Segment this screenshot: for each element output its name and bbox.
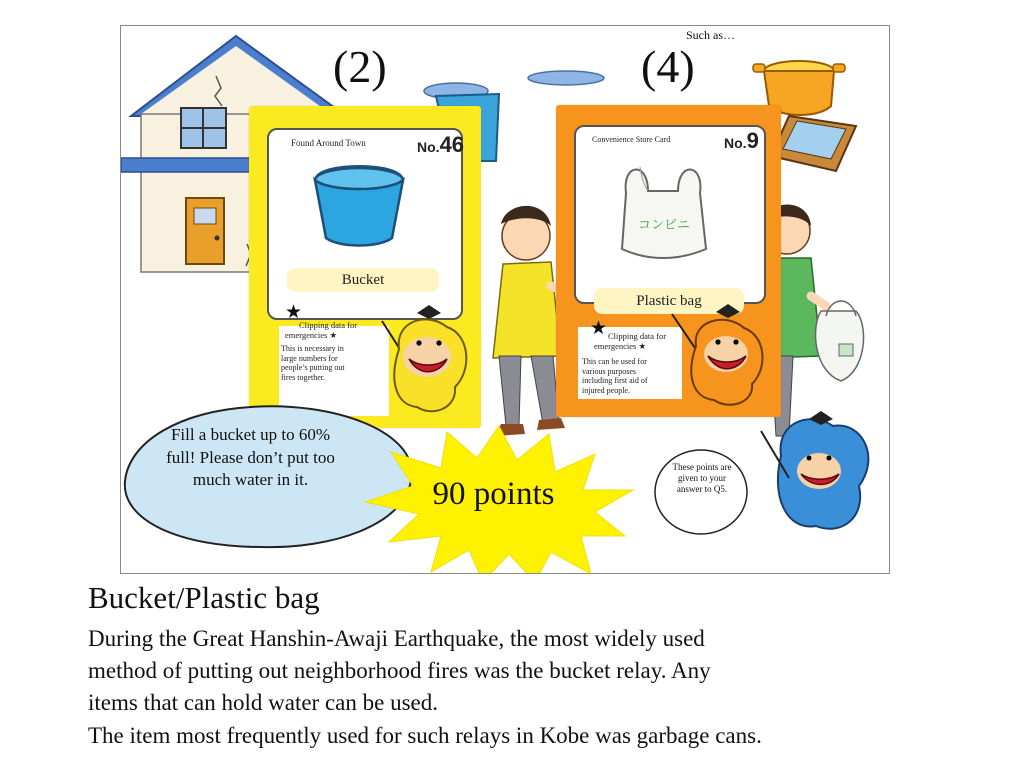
speech-bubble-left-text: Fill a bucket up to 60% full! Please don’t put too much water in it. xyxy=(166,425,335,490)
caption-line: During the Great Hanshin-Awaji Earthquake, the most widely used xyxy=(88,626,705,651)
caption-title: Bucket/Plastic bag xyxy=(88,580,320,615)
tray-illustration xyxy=(771,116,856,171)
star-icon: ★ xyxy=(590,318,608,339)
illustration-frame xyxy=(120,25,890,574)
such-as-label: Such as… xyxy=(686,28,735,42)
speech-bubble-right-text: These points are given to your answer to Q5. xyxy=(672,462,732,494)
caption-paragraph xyxy=(88,623,762,752)
card-plastic-bag-category: Convenience Store Card xyxy=(592,135,671,144)
orange-mascot-illustration xyxy=(666,300,774,412)
card-bucket-number: No.46 xyxy=(417,132,465,157)
card-bucket-clip-title: Clipping data for emergencies ★ xyxy=(285,320,358,340)
card-bucket-category: Found Around Town xyxy=(291,138,366,148)
caption-line: The item most frequently used for such relays in Kobe was garbage cans. xyxy=(88,722,762,748)
card-bucket xyxy=(249,106,481,428)
question-label-4: (4) xyxy=(641,41,695,92)
points-value: 90 points xyxy=(432,476,555,512)
plastic-bag-icon xyxy=(618,153,708,263)
bag-print-text: コンビニ xyxy=(637,218,691,233)
card-bucket-name: Bucket xyxy=(287,268,439,292)
card-plastic-bag-number: No.9 xyxy=(724,128,759,153)
card-plastic-bag-description: This can be used for various purposes including first aid of injured people. xyxy=(582,357,648,395)
card-plastic-bag xyxy=(556,105,781,417)
caption-line: method of putting out neighborhood fires was the bucket relay. Any xyxy=(88,658,711,684)
bucket-icon xyxy=(304,158,414,248)
card-bucket-description: This is necessary in large numbers for people’s putting out fires together. xyxy=(281,344,345,382)
star-icon: ★ xyxy=(285,302,303,323)
caption-line: items that can hold water can be used. xyxy=(88,690,438,716)
question-label-2: (2) xyxy=(333,41,387,92)
card-plastic-bag-name: Plastic bag xyxy=(594,288,744,314)
card-plastic-bag-clip-title: Clipping data for emergencies ★ xyxy=(594,331,667,351)
